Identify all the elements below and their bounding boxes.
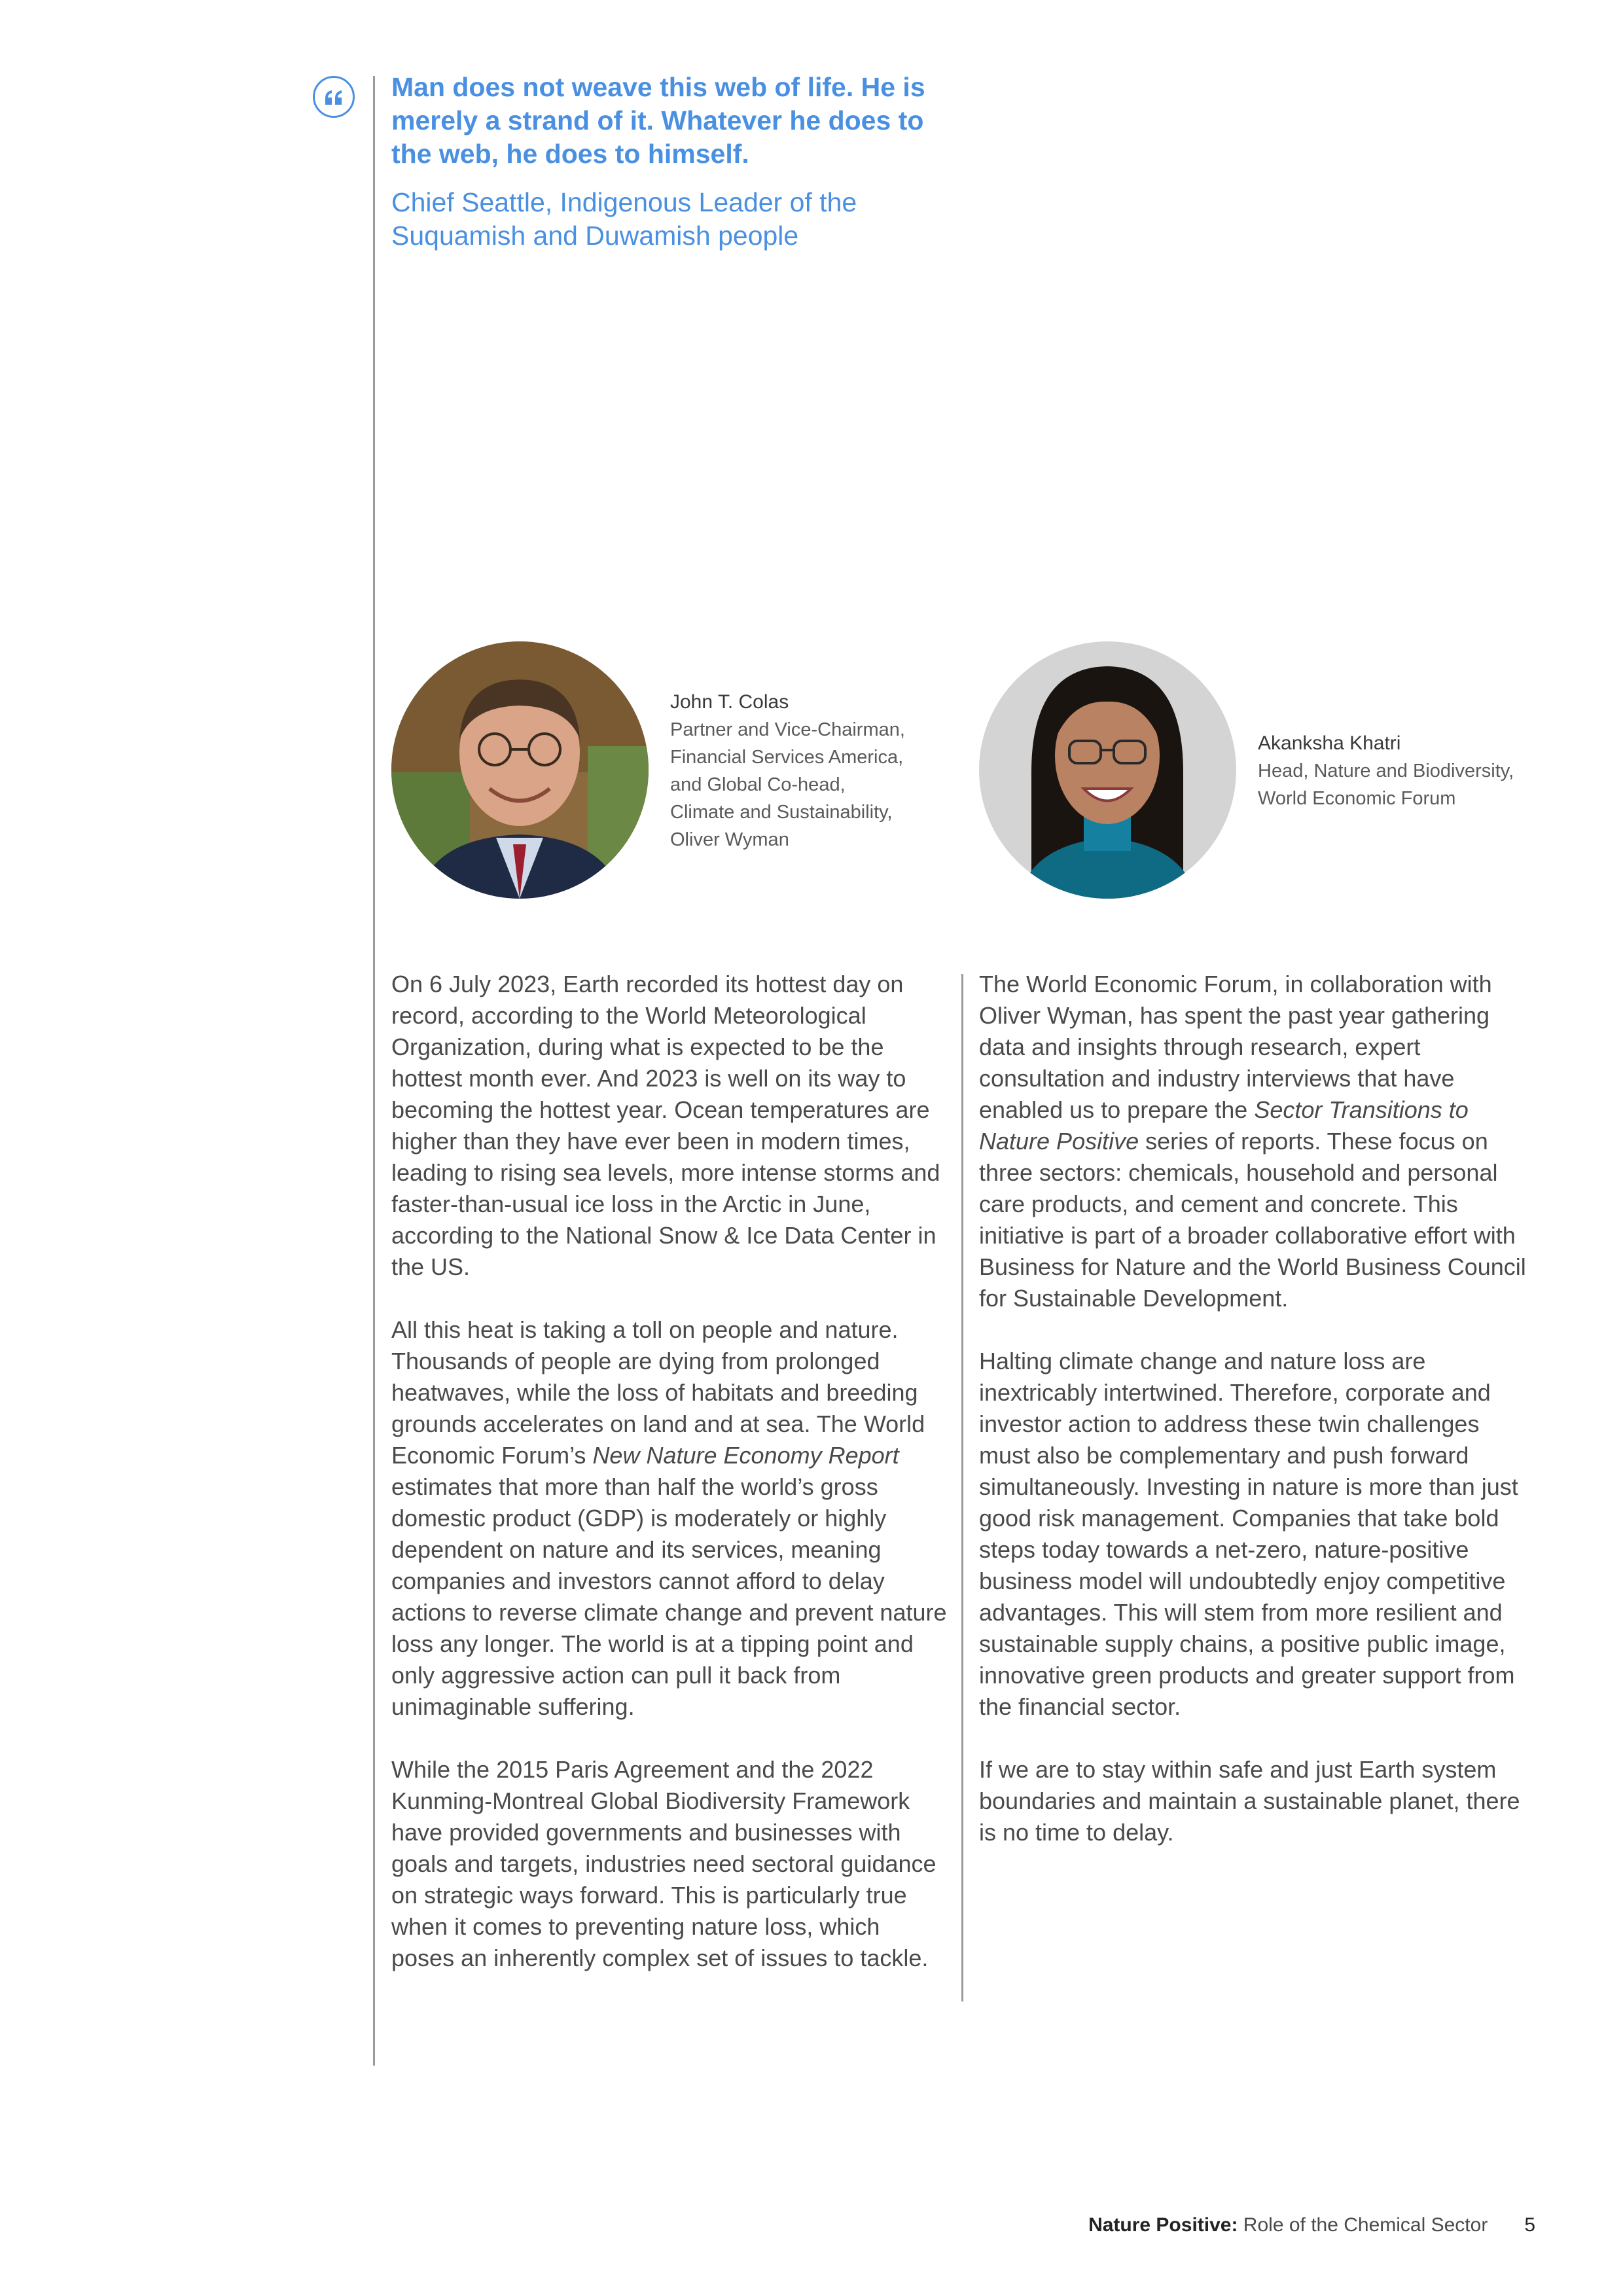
body-paragraph: While the 2015 Paris Agreement and the 2022 Kunming-Montreal Global Biodiversity Framework have provided governments and businesses with goals and targets, industries need sectoral guidance on strategic ways forward. This is particularly true when it comes to preventing nature loss, which poses an inherently complex set of issues to tackle. bbox=[391, 1756, 936, 1971]
author-card-akanksha-khatri bbox=[1258, 730, 1514, 812]
body-paragraph: On 6 July 2023, Earth recorded its hottest day on record, according to the World Meteorological Organization, during what is expected to be the hottest month ever. And 2023 is well on its way to becoming the hottest year. Ocean temperatures are higher than they have ever been in modern times, leading to rising sea levels, more intense storms and faster-than-usual ice loss in the Arctic in June, according to the National Snow & Ice Data Center in the US. bbox=[391, 971, 940, 1280]
quote-attribution: Chief Seattle, Indigenous Leader of the Suquamish and Duwamish people bbox=[391, 187, 857, 251]
page-footer bbox=[1088, 2212, 1535, 2238]
page-number: 5 bbox=[1524, 2214, 1535, 2236]
author-title-line: and Global Co-head, bbox=[670, 774, 846, 795]
body-paragraph: Halting climate change and nature loss are inextricably intertwined. Therefore, corporate and investor action to address these twin challenges must also be complementary and push forward simultaneously. Investing in nature is more than just good risk management. Companies that take bold steps today towards a net-zero, nature-positive business model will undoubtedly enjoy competitive advantages. This will stem from more resilient and sustainable supply chains, a positive public image, innovative green products and greater support from the financial sector. bbox=[979, 1348, 1518, 1720]
author-title-line: Head, Nature and Biodiversity, bbox=[1258, 761, 1514, 781]
author-title-line: World Economic Forum bbox=[1258, 788, 1456, 809]
author-title-line: Oliver Wyman bbox=[670, 829, 789, 850]
author-title-line: Climate and Sustainability, bbox=[670, 802, 893, 823]
quote-mark-icon bbox=[313, 76, 355, 118]
author-name: Akanksha Khatri bbox=[1258, 732, 1401, 754]
author-name: John T. Colas bbox=[670, 691, 789, 713]
author-card-john-colas bbox=[670, 689, 905, 853]
footer-report-name: Nature Positive: bbox=[1088, 2214, 1238, 2236]
body-paragraph: The World Economic Forum, in collaboration with Oliver Wyman, has spent the past year gathering data and insights through research, expert consultation and industry interviews that have enabled us to prepare the Sector Transitions to Nature Positive series of reports. These focus on three sectors: chemicals, household and personal care products, and cement and concrete. This initiative is part of a broader collaborative effort with Business for Nature and the World Business Council for Sustainable Development. bbox=[979, 971, 1526, 1312]
author-title-line: Partner and Vice-Chairman, bbox=[670, 719, 905, 740]
footer-report-subtitle: Role of the Chemical Sector bbox=[1238, 2214, 1488, 2236]
report-title-italic: New Nature Economy Report bbox=[592, 1442, 899, 1469]
author-portrait-john-colas bbox=[391, 641, 649, 899]
report-series-italic: Sector Transitions to Nature Positive bbox=[979, 1096, 1469, 1155]
author-title-line: Financial Services America, bbox=[670, 747, 904, 768]
body-column-right bbox=[979, 969, 1535, 1880]
body-paragraph: All this heat is taking a toll on people and nature. Thousands of people are dying from prolonged heatwaves, while the loss of habitats and breeding grounds accelerates on land and at sea. The World Economic Forum’s New Nature Economy Report estimates that more than half the world’s gross domestic product (GDP) is moderately or highly dependent on nature and its services, meaning companies and investors cannot afford to delay actions to reverse climate change and prevent nature loss any longer. The world is at a tipping point and only aggressive action can pull it back from unimaginable suffering. bbox=[391, 1316, 947, 1720]
quote-rule bbox=[373, 76, 375, 2066]
column-rule bbox=[961, 974, 963, 2001]
body-paragraph: If we are to stay within safe and just Earth system boundaries and maintain a sustainable planet, there is no time to delay. bbox=[979, 1756, 1520, 1846]
body-column-left bbox=[391, 969, 948, 2005]
author-portrait-akanksha-khatri bbox=[979, 641, 1236, 899]
pull-quote: Man does not weave this web of life. He is merely a strand of it. Whatever he does to the web, he does to himself. bbox=[391, 72, 925, 169]
